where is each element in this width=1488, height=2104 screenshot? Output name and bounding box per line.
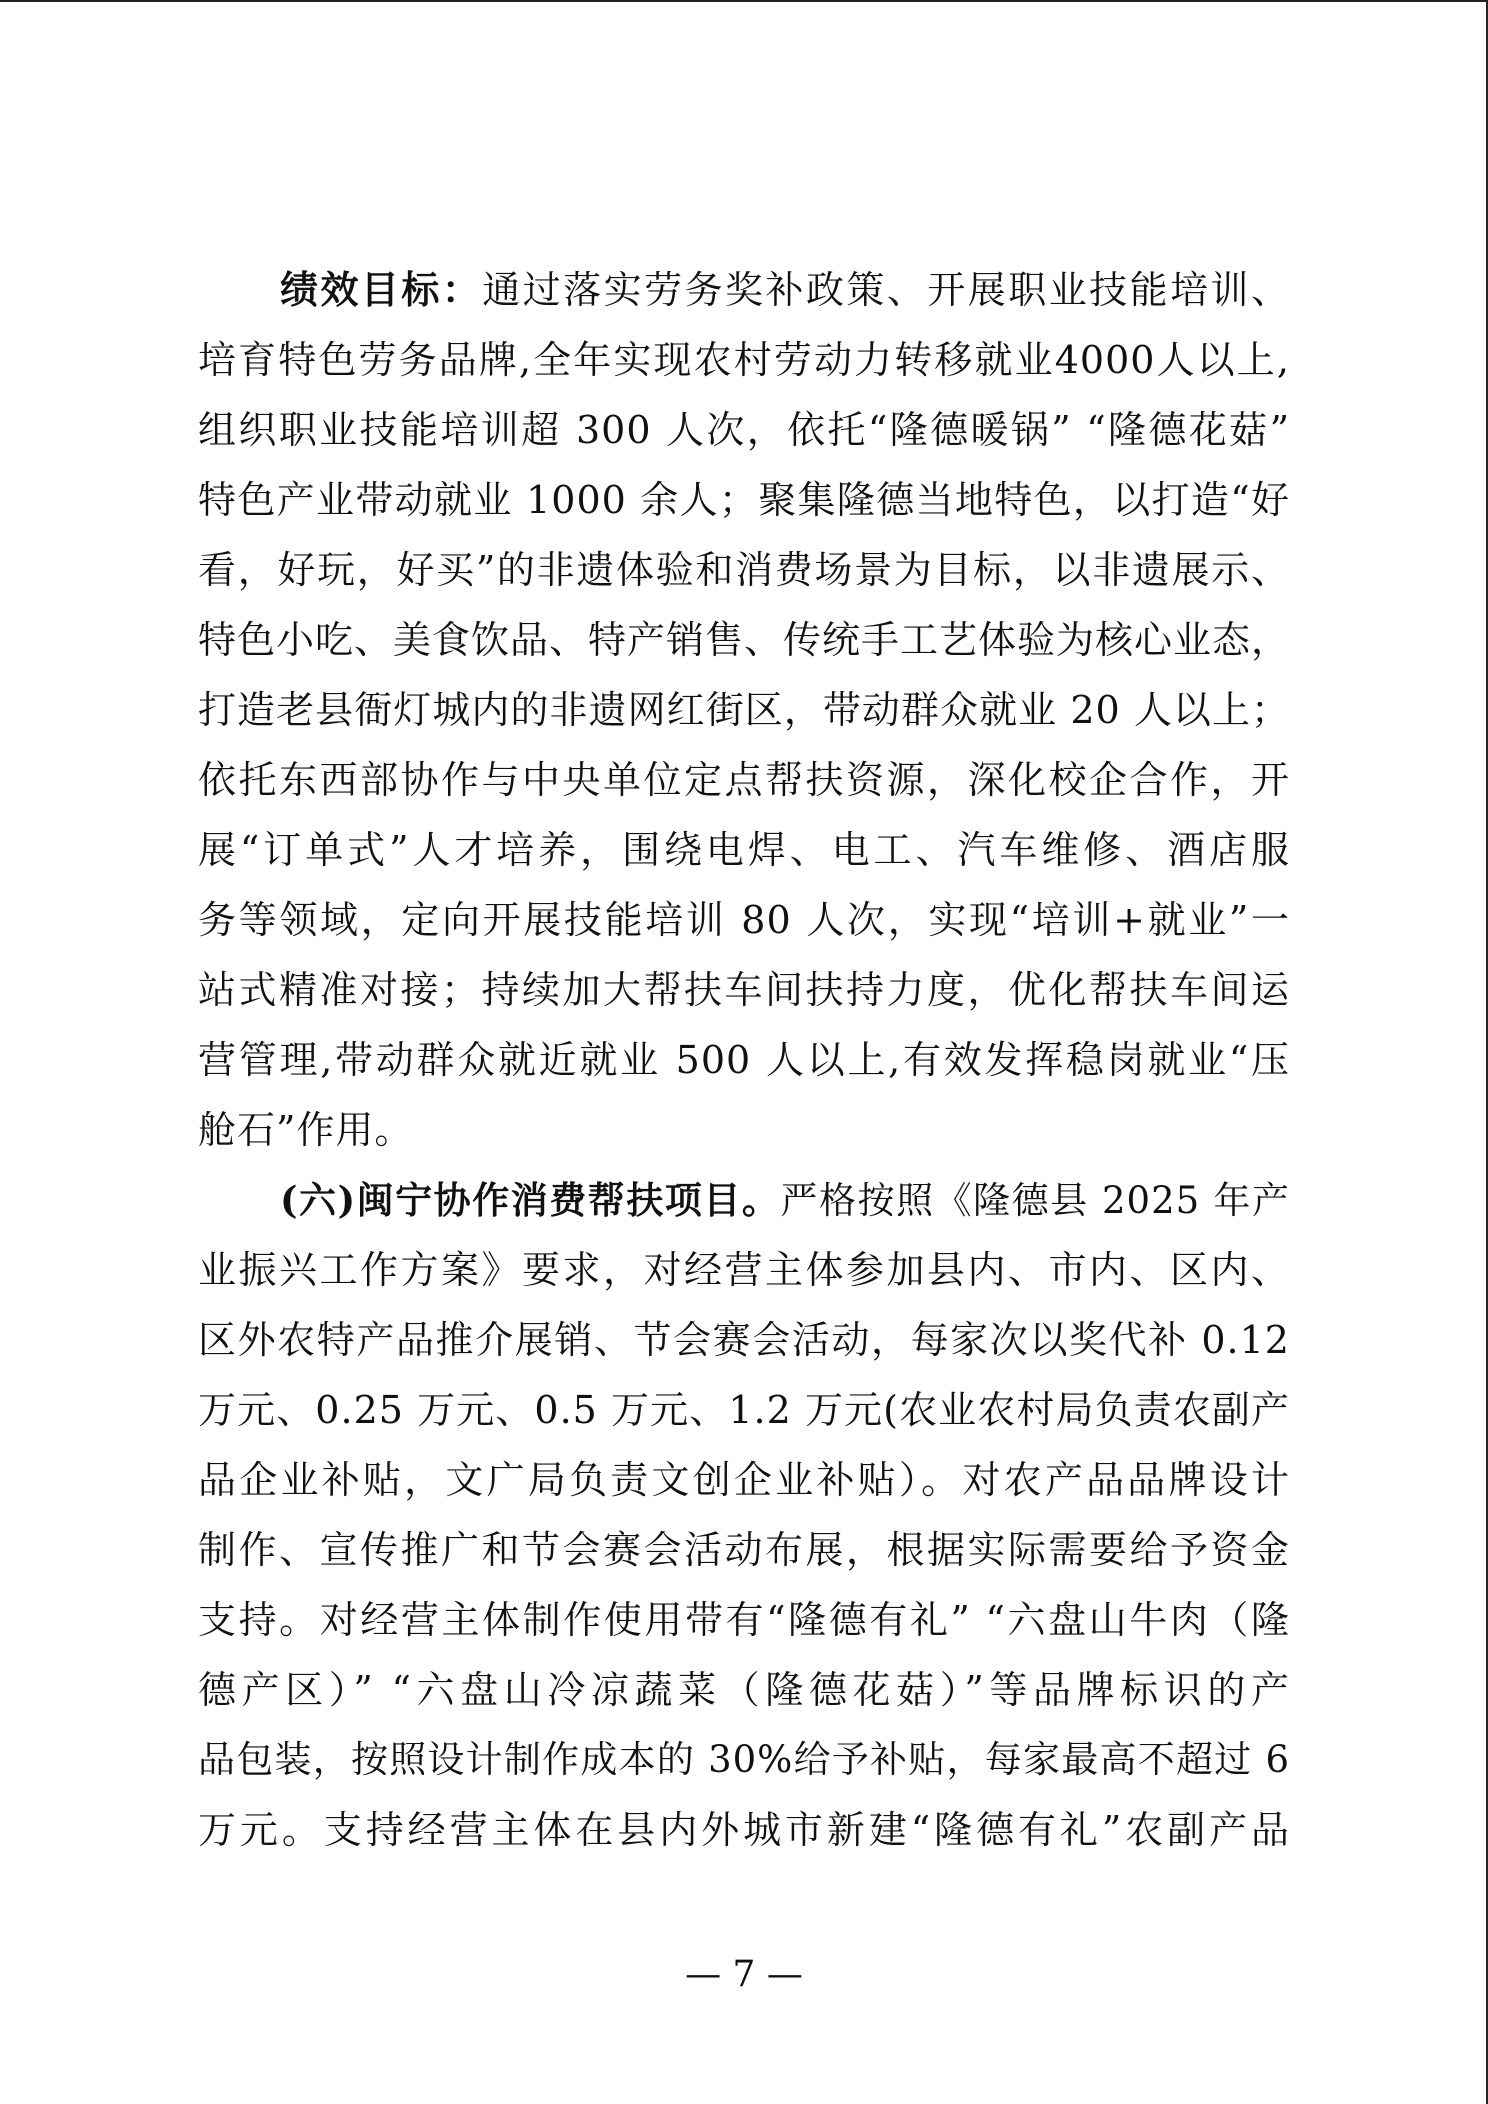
text-line: 营管理,带动群众就近就业 500 人以上,有效发挥稳岗就业“压 [198, 1038, 1290, 1082]
text-line: 舱石”作用。 [198, 1108, 414, 1152]
text-line: 依托东西部协作与中央单位定点帮扶资源，深化校企合作，开 [198, 758, 1290, 802]
text-line: 看，好玩，好买”的非遗体验和消费场景为目标，以非遗展示、 [198, 548, 1290, 592]
text-line: 培育特色劳务品牌,全年实现农村劳动力转移就业4000人以上, [198, 338, 1290, 382]
document-body [198, 255, 1290, 1865]
text-line-content: 严格按照《隆德县 2025 年产 [780, 1179, 1291, 1222]
text-line: 特色小吃、美食饮品、特产销售、传统手工艺体验为核心业态， [198, 618, 1291, 662]
section-heading-six: (六)闽宁协作消费帮扶项目。 [280, 1178, 781, 1222]
text-line-content: 通过落实劳务奖补政策、开展职业技能培训、 [482, 268, 1290, 312]
text-line: 制作、宣传推广和节会赛会活动布展，根据实际需要给予资金 [198, 1528, 1290, 1572]
text-line: 德产区）” “六盘山冷凉蔬菜（隆德花菇）”等品牌标识的产 [198, 1668, 1290, 1712]
paragraph-performance-goals [198, 255, 1290, 1165]
text-line: 业振兴工作方案》要求，对经营主体参加县内、市内、区内、 [198, 1248, 1290, 1292]
text-line: 品企业补贴，文广局负责文创企业补贴）。对农产品品牌设计 [198, 1458, 1290, 1502]
text-line: 组织职业技能培训超 300 人次，依托“隆德暖锅” “隆德花菇” [198, 408, 1290, 452]
text-line [198, 255, 1290, 325]
page-border-top [0, 0, 1488, 2]
text-line: 区外农特产品推介展销、节会赛会活动，每家次以奖代补 0.12 [198, 1318, 1290, 1362]
text-line: 支持。对经营主体制作使用带有“隆德有礼” “六盘山牛肉（隆 [198, 1598, 1290, 1642]
paragraph-consumption-assistance [198, 1165, 1290, 1865]
text-line: 万元。支持经营主体在县内外城市新建“隆德有礼”农副产品 [198, 1808, 1290, 1852]
text-line: 站式精准对接；持续加大帮扶车间扶持力度，优化帮扶车间运 [198, 968, 1290, 1012]
text-line [198, 1165, 1290, 1235]
performance-goals-heading: 绩效目标： [280, 267, 483, 312]
text-line: 务等领域，定向开展技能培训 80 人次，实现“培训+就业”一 [198, 898, 1290, 942]
page-number: — 7 — [685, 1954, 803, 1995]
text-line: 打造老县衙灯城内的非遗网红街区，带动群众就业 20 人以上； [198, 688, 1290, 732]
text-line: 特色产业带动就业 1000 余人；聚集隆德当地特色，以打造“好 [198, 478, 1290, 522]
text-line: 万元、0.25 万元、0.5 万元、1.2 万元(农业农村局负责农副产 [198, 1388, 1290, 1432]
text-line: 品包装，按照设计制作成本的 30%给予补贴，每家最高不超过 6 [198, 1738, 1290, 1781]
text-line: 展“订单式”人才培养，围绕电焊、电工、汽车维修、酒店服 [198, 828, 1290, 872]
